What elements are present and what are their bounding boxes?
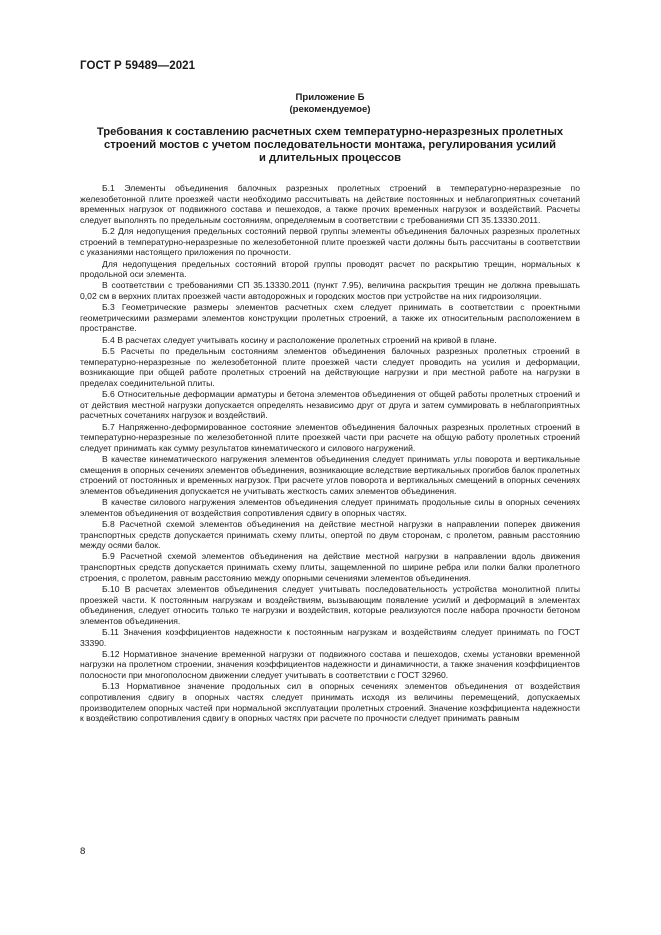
paragraph-b13: Б.13 Нормативное значение продольных сил в опорных сечениях элементов объединения от воздействия сопротивления сдвигу в опорных частях следует принимать исходя из величины перемещений, допускаемых производителем опорных частей при нормальной эксплуатации пролетных строений. Значение коэффициента надежности к воздействию сопротивления сдвигу в опорных частях при расчете по прочности следует принимать равным [80,681,580,724]
body-text [80,183,580,724]
paragraph-b9: Б.9 Расчетной схемой элементов объединения на действие местной нагрузки в направлении вдоль движения транспортных средств допускается принимать схему плиты, защемленной по ширине ребра или полки балки пролетного строения, с пролетом, равным расстоянию между опорными сечениями элементов объединения. [80,551,580,583]
section-title [92,126,568,165]
paragraph: В качестве кинематического нагружения элементов объединения следует принимать углы поворота и вертикальные смещения в опорных сечениях элементов объединения, возникающие вследствие вертикальных прогибов балок пролетных строений от постоянных и временных нагрузок. При расчете углов поворота и вертикальных смещений в опорных сечениях элементов объединения допускается не учитывать жесткость самих элементов объединения. [80,454,580,496]
paragraph: В качестве силового нагружения элементов объединения следует принимать продольные силы в опорных сечениях элементов объединения от воздействия сопротивления сдвигу в опорных частях. [80,497,580,518]
appendix-heading [80,92,580,115]
paragraph-b12: Б.12 Нормативное значение временной нагрузки от подвижного состава и пешеходов, схемы установки временной нагрузки на пролетном строении, значения коэффициентов надежности и динамичности, а также значения коэффициентов полосности при многополосном движении следует учитывать в соответствии с ГОСТ 32960. [80,648,580,681]
appendix-label: Приложение Б [295,92,365,103]
paragraph-b4: Б.4 В расчетах следует учитывать косину и расположение пролетных строений на кривой в плане. [102,334,497,345]
paragraph-b6: Б.6 Относительные деформации арматуры и бетона элементов объединения от общей работы пролетных строений и от действия местной нагрузки допускается определять независимо друг от друга и затем суммировать в неблагоприятных расчетных сочетаниях нагрузок и воздействий. [80,389,580,421]
standard-id: ГОСТ Р 59489—2021 [80,60,196,72]
paragraph-b1: Б.1 Элементы объединения балочных разрезных пролетных строений в температурно-неразрезные по железобетонной плите проезжей части необходимо рассчитывать на действие постоянных и неблагоприятных сочетаний временных нагрузок от подвижного состава и пешеходов, а также прочих временных нагрузок и воздействий. Расчеты следует выполнять по предельным состояниям, определяемым в соответствии с требованиями СП 35.13330.2011. [80,183,580,225]
page-number: 8 [80,846,86,857]
paragraph: Для недопущения предельных состояний второй группы проводят расчет по раскрытию трещин, нормальных к продольной оси элемента. [80,258,580,280]
section-title-line: Требования к составлению расчетных схем температурно-неразрезных пролетных [96,126,564,138]
paragraph-b8: Б.8 Расчетной схемой элементов объединения на действие местной нагрузки в направлении поперек движения транспортных средств допускается принимать схему плиты, опертой по двум сторонам, с пролетом, равным расстоянию между осями балок. [80,518,580,551]
paragraph-b3: Б.3 Геометрические размеры элементов расчетных схем следует принимать в соответствии с проектными геометрическими размерами элементов конструкции пролетных строений, а также их относительным расположением в пространстве. [80,302,580,334]
paragraph: В соответствии с требованиями СП 35.13330.2011 (пункт 7.95), величина раскрытия трещин не должна превышать 0,02 см в верхних плитах проезжей части автодорожных и городских мостов при устройстве на них гидроизоляции. [80,280,580,301]
paragraph-b10: Б.10 В расчетах элементов объединения следует учитывать последовательность устройства монолитной плиты проезжей части. К постоянным нагрузкам и воздействиям, вызывающим появление усилий и деформаций в элементах объединения, следует относить только те нагрузки и воздействия, которые реализуются после набора прочности бетоном элементов объединения. [80,583,580,626]
appendix-status: (рекомендуемое) [289,103,371,115]
paragraph-b11: Б.11 Значения коэффициентов надежности к постоянным нагрузкам и воздействиям следует принимать по ГОСТ 33390. [80,626,580,648]
paragraph-b5: Б.5 Расчеты по предельным состояниям элементов объединения балочных разрезных пролетных строений в температурно-неразрезные по железобетонной плите проезжей части следует проводить на усилия и деформации, возникающие при общей работе пролетных строений на действующие нагрузки и при местной работе на нагрузки в пределах соединительной плиты. [80,346,580,388]
paragraph-b2: Б.2 Для недопущения предельных состояний первой группы элементы объединения балочных разрезных пролетных строений в температурно-неразрезные по железобетонной плите проезжей части должны быть рассчитаны в соответствии с указаниями настоящего приложения по прочности. [80,226,580,258]
paragraph-b7: Б.7 Напряженно-деформированное состояние элементов объединения балочных разрезных пролетных строений в температурно-неразрезные по железобетонной плите проезжей части при расчете на общую работу пролетных строений следует принимать как сумму результатов кинематического и силового нагружений. [80,421,580,453]
section-title-line: и длительных процессов [259,152,401,164]
section-title-line: строений мостов с учетом последовательности монтажа, регулирования усилий [104,139,556,151]
